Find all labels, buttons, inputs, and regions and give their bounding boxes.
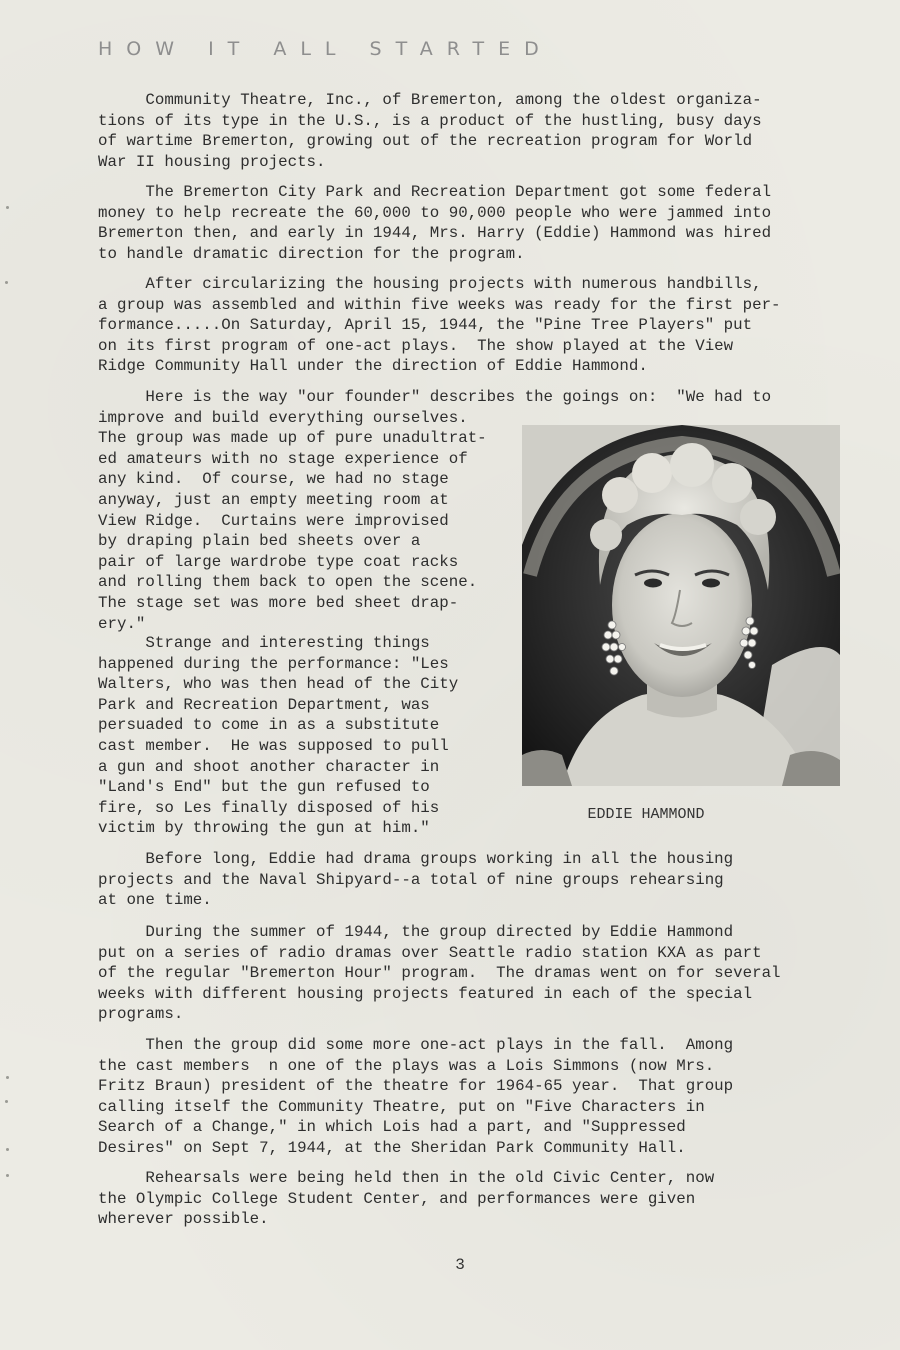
margin-mark xyxy=(6,206,9,209)
paragraph-1: Community Theatre, Inc., of Bremerton, among the oldest organiza- tions of its type in the U.S., is a product of the hustling, busy days of wartime Bremerton, growing out of the recreation program for World War II housing projects. xyxy=(98,91,762,171)
portrait-photo xyxy=(522,425,840,786)
page-header: HOW IT ALL STARTED xyxy=(98,38,553,60)
paragraph-7: During the summer of 1944, the group directed by Eddie Hammond put on a series of radio dramas over Seattle radio station KXA as part of the regular "Bremerton Hour" program. The dramas went on for several weeks with different housing projects featured in each of the special programs. xyxy=(98,923,781,1024)
paragraph-8: Then the group did some more one-act plays in the fall. Among the cast members n one of the plays was a Lois Simmons (now Mrs. Fritz Braun) president of the theatre for 1964-65 year. That group calling itself the Community Theatre, put on "Five Characters in Search of a Change," in which Lois had a part, and "Suppressed Desires" on Sept 7, 1944, at the Sheridan Park Community Hall. xyxy=(98,1036,734,1157)
page-number: 3 xyxy=(455,1256,465,1274)
paragraph-4: Here is the way "our founder" describes the goings on: "We had to improve and build everything ourselves. The group was made up of pure unadultrat- ed amateurs with no stage experience of any kind. Of course, we had no stage anyway, just an empty meeting room at View Ridge. Curtains were improvised by draping plain bed sheets over a pair of large wardrobe type coat racks and rolling them back to open the scene. The stage set was more bed sheet drap- ery." xyxy=(98,388,772,633)
margin-mark xyxy=(5,281,8,284)
paragraph-2: The Bremerton City Park and Recreation Department got some federal money to help recreate the 60,000 to 90,000 people who were jammed into Bremerton then, and early in 1944, Mrs. Harry (Eddie) Hammond was hired to handle dramatic direction for the program. xyxy=(98,183,772,263)
paragraph-5: Strange and interesting things happened during the performance: "Les Walters, who was then head of the City Park and Recreation Department, was persuaded to come in as a substitute cast member. He was supposed to pull a gun and shoot another character in "Land's End" but the gun refused to fire, so Les finally disposed of his victim by throwing the gun at him." xyxy=(98,634,459,838)
paragraph-3: After circularizing the housing projects with numerous handbills, a group was assembled and within five weeks was ready for the first per- formance.....On Saturday, April 15, 1944, the "Pine Tree Players" put on its first program of one-act plays. The show played at the View Ridge Community Hall under the direction of Eddie Hammond. xyxy=(98,275,781,376)
paragraph-6: Before long, Eddie had drama groups working in all the housing projects and the Naval Shipyard--a total of nine groups rehearsing at one time. xyxy=(98,850,734,910)
margin-mark xyxy=(6,1174,9,1177)
margin-mark xyxy=(6,1076,9,1079)
paragraph-9: Rehearsals were being held then in the old Civic Center, now the Olympic College Student Center, and performances were given wherever possible. xyxy=(98,1169,715,1229)
margin-mark xyxy=(5,1100,8,1103)
photo-caption: EDDIE HAMMOND xyxy=(587,806,705,823)
margin-mark xyxy=(6,1148,9,1151)
